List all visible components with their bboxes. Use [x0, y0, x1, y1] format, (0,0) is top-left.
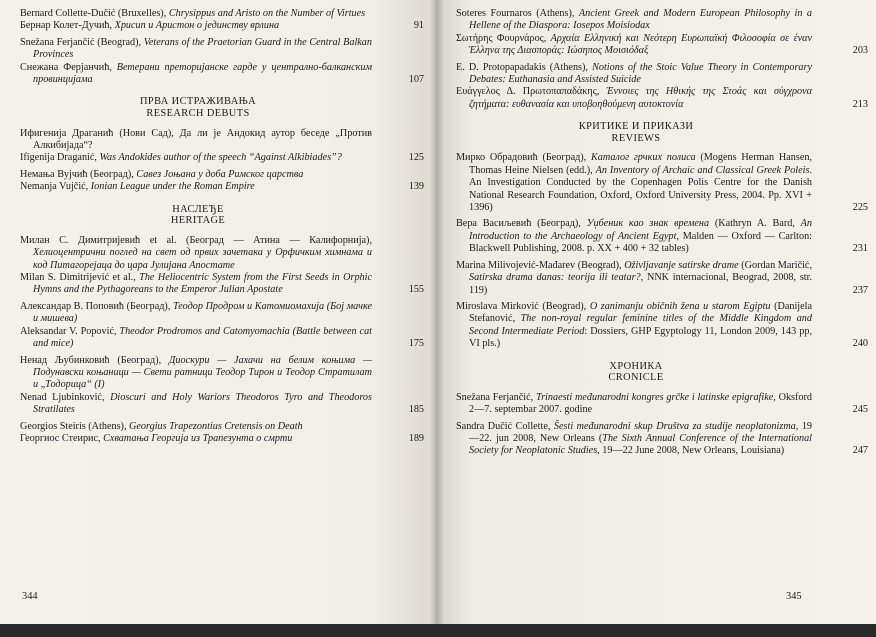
- entry-text: (Danijela Stefanović,: [469, 300, 812, 325]
- toc-entry-line: [456, 62, 812, 87]
- left-toc-column: [20, 8, 424, 449]
- entry-title: Georgius Trapezontius Cretensis on Death: [129, 420, 303, 432]
- entry-page-number: 139: [408, 181, 424, 193]
- entry-title: Хрисип и Аристон о јединству врлина: [114, 20, 280, 32]
- toc-entry-line: [20, 37, 372, 62]
- entry-page-number: 203: [852, 45, 868, 57]
- entry-page-number: 125: [408, 152, 424, 164]
- entry-author: Σωτήρης Φουρνάρος,: [456, 32, 551, 44]
- entry-author: Miroslava Mirković (Beograd),: [456, 300, 590, 312]
- toc-entry-line: [456, 33, 812, 58]
- entry-author: Aleksandar V. Popović,: [20, 325, 120, 337]
- toc-entry: [20, 127, 424, 165]
- entry-author: Ευάγγελος Δ. Πρωτοπαπαδάκης,: [456, 86, 607, 98]
- entry-author: Bernard Collette-Dučić (Bruxelles),: [20, 8, 169, 19]
- right-page: [436, 0, 876, 637]
- entry-author: Marina Milivojević-Mađarev (Beograd),: [456, 259, 625, 271]
- toc-entry-line: [20, 152, 372, 164]
- toc-entry: [456, 152, 868, 214]
- entry-text: , Malden — Oxford — Carlton: Blackwell Publishing, 2008. p. XX + 400 + 32 tables): [469, 230, 813, 255]
- left-page-number: 344: [22, 591, 38, 602]
- toc-entry-line: [20, 392, 372, 417]
- right-toc-column: [456, 8, 868, 462]
- entry-title: Уџбеник као знак времена: [586, 218, 710, 230]
- entry-title: Satirska drama danas: teorija ili teatar?: [469, 272, 641, 284]
- entry-page-number: 240: [852, 338, 868, 350]
- entry-title: Αρχαία Ελληνική και Νεότερη Ευρωπαϊκή Φιλοσοφία σε έναν Έλληνα της Διασποράς: Ιώσηπος Μοισιόδαξ: [469, 32, 812, 57]
- right-page-number: 345: [786, 591, 802, 602]
- toc-entry: [20, 8, 424, 33]
- toc-entry-line: [456, 260, 812, 297]
- entry-title: Диоскури — Јахачи на белим коњима — Подунавски коњаници — Свети ратници Теодор Тирон и Теодор Стратилат и „Тодорица“ (I): [33, 354, 372, 391]
- entry-author: Мирко Обрадовић (Београд),: [456, 152, 591, 164]
- entry-title: Савез Јоњана у доба Римског царства: [136, 168, 304, 180]
- toc-entry: [20, 234, 424, 297]
- entry-page-number: 189: [408, 432, 424, 444]
- entry-title: Notions of the Stoic Value Theory in Contemporary Debates: Euthanasia and Assisted Suicide: [469, 61, 812, 86]
- entry-author: Nenad Ljubinković,: [20, 391, 111, 403]
- toc-entry-line: [20, 355, 372, 392]
- toc-entry-line: [20, 235, 372, 272]
- entry-title: Έννοιες της Ηθικής της Στοάς και σύγχρονα ζητήματα: ευθανασία και υποβοηθούμενη αυτοκτονία: [469, 86, 813, 110]
- toc-entry-line: [20, 272, 372, 297]
- toc-entry: [456, 61, 868, 112]
- entry-page-number: 107: [408, 74, 424, 86]
- entry-author: E. D. Protopapadakis (Athens),: [456, 61, 593, 73]
- entry-author: Snežana Ferjančić,: [456, 391, 536, 403]
- left-page: [0, 0, 436, 637]
- entry-author: Sandra Dučić Collette,: [456, 420, 554, 432]
- entry-author: Nemanja Vujčić,: [20, 181, 91, 193]
- entry-author: Милан С. Димитријевић et al. (Београд — Атина — Калифорнија),: [20, 234, 372, 246]
- entry-author: Георгиос Стеирис,: [20, 432, 104, 444]
- section-heading: [456, 121, 816, 144]
- entry-title: Теодор Продром и Катомиомахија (Бој мачке и мишева): [33, 300, 373, 325]
- section-heading: [20, 204, 376, 227]
- entry-author: Снежана Ферјанчић,: [20, 61, 117, 73]
- toc-entry-line: [20, 8, 372, 20]
- section-title-latin: RESEARCH DEBUTS: [146, 108, 250, 120]
- toc-entry-line: [20, 301, 372, 326]
- section-heading: [456, 361, 816, 384]
- entry-title: O zanimanju običnih žena u starom Egiptu: [589, 300, 771, 312]
- entry-author: Snežana Ferjančić (Beograd),: [20, 36, 144, 48]
- entry-title: Ветерани преторијанске гарде у централно-балканским провинцијама: [33, 61, 372, 86]
- toc-entry-line: [456, 86, 812, 111]
- section-title-latin: HERITAGE: [170, 215, 226, 227]
- toc-entry: [20, 300, 424, 351]
- section-title-cyrillic: КРИТИКЕ И ПРИКАЗИ: [578, 121, 694, 133]
- entry-title: The Sixth Annual Conference of the International Society for Neoplatonic Studies: [469, 432, 813, 457]
- entry-page-number: 185: [408, 404, 424, 416]
- toc-entry-line: [20, 181, 372, 193]
- toc-entry-line: [456, 152, 812, 214]
- entry-author: Soteres Fournaros (Athens),: [456, 8, 579, 19]
- book-gutter: [430, 0, 444, 637]
- entry-title: Was Andokides author of the speech “Against Alkibiades”?: [99, 152, 342, 164]
- toc-entry-line: [20, 20, 372, 32]
- page-bottom-edge: [0, 624, 876, 637]
- toc-entry: [456, 218, 868, 255]
- section-title-latin: CRONICLE: [608, 372, 664, 384]
- entry-title: Dioscuri and Holy Wariors Theodoros Tyro and Theodoros Stratilates: [33, 391, 372, 416]
- entry-title: An Inventory of Archaic and Classical Greek Poleis: [595, 164, 810, 176]
- toc-entry: [20, 354, 424, 417]
- toc-entry-line: [20, 433, 372, 445]
- toc-entry-line: [456, 301, 812, 351]
- entry-title: Ancient Greek and Modern European Philosophy in a Hellene of the Diaspora: Iosepos Moisiodax: [469, 8, 812, 32]
- toc-entry-line: [456, 8, 812, 33]
- entry-title: Veterans of the Praetorian Guard in the Central Balkan Provinces: [33, 36, 372, 61]
- entry-title: Каталог грчких полиса: [590, 152, 696, 164]
- toc-entry: [456, 420, 868, 458]
- entry-title: Ionian League under the Roman Empire: [90, 181, 255, 193]
- entry-title: Oživljavanje satirske drame: [624, 259, 739, 271]
- entry-author: Бернар Колет-Дучић,: [20, 20, 115, 32]
- entry-page-number: 175: [408, 338, 424, 350]
- entry-page-number: 225: [852, 202, 868, 214]
- entry-page-number: 91: [413, 20, 424, 32]
- entry-text: , 19—22 June 2008, New Orleans, Louisiana): [597, 445, 785, 457]
- entry-page-number: 247: [852, 445, 868, 457]
- entry-author: Ифигенија Драганић (Нови Сад), Да ли је Андокид аутор беседе „Против Алкибијада“?: [20, 127, 372, 152]
- toc-entry-line: [456, 392, 812, 417]
- toc-entry: [456, 8, 868, 58]
- entry-author: Вера Васиљевић (Београд),: [456, 218, 587, 230]
- entry-title: Šesti međunarodni skup Društva za studije neoplatonizma: [553, 420, 796, 432]
- entry-author: Александар В. Поповић (Београд),: [20, 300, 173, 312]
- entry-title: Chrysippus and Aristo on the Number of Virtues: [168, 8, 366, 19]
- entry-author: Milan S. Dimitrijević et al.,: [20, 272, 140, 284]
- section-title-cyrillic: ПРВА ИСТРАЖИВАЊА: [140, 96, 256, 108]
- entry-author: Ненад Љубинковић (Београд),: [20, 354, 169, 366]
- entry-text: (Gordan Maričić,: [738, 259, 812, 271]
- toc-entry: [20, 420, 424, 446]
- entry-text: , NNK internacional, Beograd, 2008, str. 119): [469, 272, 812, 296]
- entry-page-number: 155: [408, 284, 424, 296]
- entry-author: Немања Вујчић (Београд),: [20, 168, 137, 180]
- toc-entry-line: [20, 326, 372, 351]
- entry-title: Хелиоцентрични поглед на свет од првих зачетака у Орфичким химнама и код Питагорејаца до цара Јулијана Апостате: [33, 247, 372, 271]
- toc-entry-line: [20, 169, 372, 181]
- entry-page-number: 231: [852, 243, 868, 255]
- section-title-cyrillic: ХРОНИКА: [609, 360, 663, 372]
- entry-text: , 19—22. jun 2008, New Orleans (: [469, 420, 813, 444]
- toc-entry-line: [20, 128, 372, 153]
- entry-page-number: 245: [852, 404, 868, 416]
- entry-title: An Introduction to the Archaeology of Ancient Egypt: [469, 218, 812, 242]
- entry-text: , Oksford 2—7. septembar 2007. godine: [469, 391, 812, 416]
- toc-entry: [20, 36, 424, 87]
- toc-entry: [456, 391, 868, 417]
- entry-text: (Mogens Herman Hansen, Thomas Heine Nielsen (edd.),: [469, 152, 812, 176]
- toc-entry: [20, 168, 424, 194]
- entry-title: Схватања Георгија из Трапезунта о смрти: [103, 432, 293, 444]
- toc-entry-line: [456, 421, 812, 458]
- section-title-latin: REVIEWS: [611, 132, 661, 144]
- section-title-cyrillic: НАСЛЕЂЕ: [172, 203, 224, 215]
- section-heading: [20, 96, 376, 119]
- toc-entry: [456, 300, 868, 351]
- entry-text: (Kathryn A. Bard,: [709, 218, 801, 230]
- entry-page-number: 213: [852, 98, 868, 110]
- entry-author: Georgios Steiris (Athens),: [20, 420, 130, 432]
- entry-title: The non-royal regular feminine titles of the Middle Kingdom and Second Intermediate Period: [469, 313, 812, 337]
- entry-text: . An Investigation Conducted by the Copenhagen Polis Centre for the Danish National Research Foundation, Oxford, Oxford University Press, 2004. Pp. XVI + 1396): [469, 164, 812, 214]
- entry-text: : Dossiers, GHP Egyptology 11, London 2009, 143 pp, VI pls.): [469, 325, 812, 350]
- entry-title: Theodor Prodromos and Catomyomachia (Battle between cat and mice): [33, 325, 372, 350]
- entry-page-number: 237: [852, 284, 868, 296]
- entry-author: Ifigenija Draganić,: [20, 152, 100, 164]
- entry-title: The Heliocentric System from the First Seeds in Orphic Hymns and the Pythagoreans to the Emperor Julian Apostate: [33, 272, 372, 296]
- toc-entry-line: [456, 218, 812, 255]
- toc-entry-line: [20, 62, 372, 87]
- toc-entry: [456, 259, 868, 297]
- toc-entry-line: [20, 421, 372, 433]
- entry-title: Trinaesti međunarodni kongres grčke i latinske epigrafike: [535, 391, 774, 403]
